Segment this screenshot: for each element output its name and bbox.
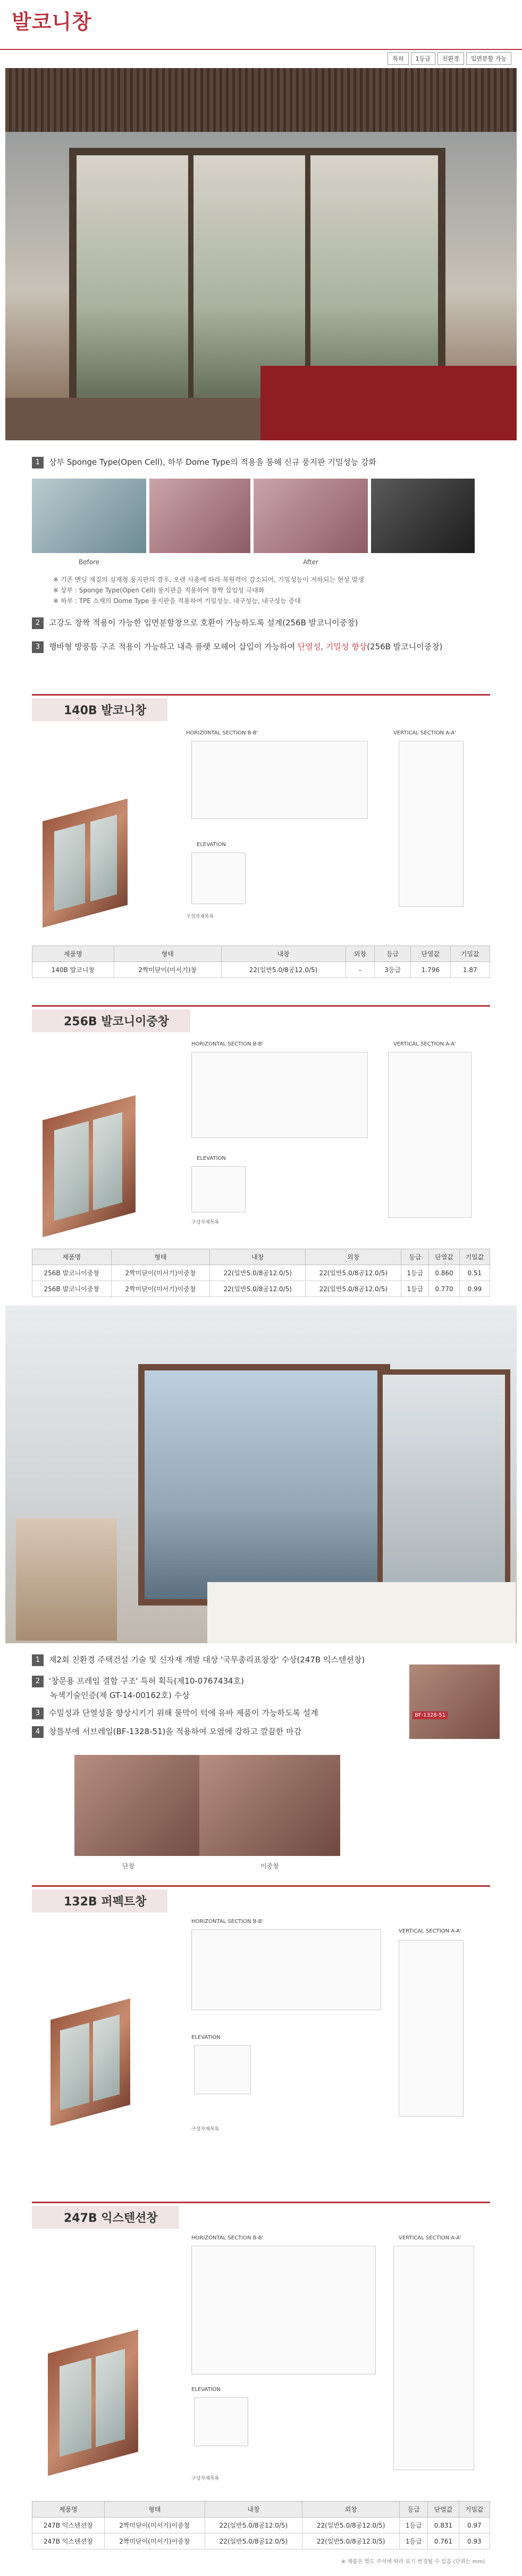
tag-grade1: 1등급: [411, 52, 435, 65]
thumb-profile: [149, 479, 250, 553]
frame-sample-double: [199, 1755, 340, 1856]
product-label: 256B 발코니이중창: [32, 1009, 190, 1032]
feature-2: 2 고강도 창짝 적용이 가능한 입면분할창으로 호환이 가능하도록 설계(256B 발코니이중창): [32, 617, 494, 629]
product-label: 140B 발코니창: [32, 698, 167, 721]
vertical-section-drawing: [393, 2246, 474, 2470]
legend: 구성자재목록: [191, 2476, 220, 2481]
product-256b-panel: 256B 발코니이중창 HORIZONTAL SECTION B-B' ELEVATION VERTICAL SECTION A-A' 구성자재목록 제품명 형태 내창 외창 등급 단열값 기밀값 256B 발코니이중창 2짝미닫이(미서기)이중창 22(일반5.0/8공12.0/5) 22(일반5.0/8공12.0/5) 1등급 0.860 0.51 256B 발코니이중창 2짝미닫이(미서기)이중창 22(일반5.0/8공12.0/5) 22(일반5.0/8공12.0/5) 1등급 0.770 0.99: [32, 1005, 490, 1304]
elevation-drawing: [191, 1166, 246, 1212]
award-feature-3: 3 수밀성과 단열성을 향상시키기 위해 물막이 턱에 유바 제품이 가능하도록 설계: [32, 1707, 494, 1719]
side-window: [377, 1369, 510, 1598]
feature-number: 1: [32, 457, 44, 469]
legend: 구성자재목록: [191, 2127, 220, 2132]
thumb-before: Before: [32, 479, 146, 553]
feature-1-notes: ※ 기존 멘딩 재질의 실재형 풍지판의 경우, 오랜 사용에 따라 복원력이 감소되어, 기밀성능이 저하되는 현상 발생 ※ 상부 : Sponge Type(Open Cell) 풍지판을 적용하여 창짝 삽입성 극대화 ※ 하부 : TPE 소재의 Dome Type 풍지판을 적용하여 기밀성능, 내구성능, 내구성능 증대: [53, 576, 364, 605]
elevation-drawing: [194, 2045, 251, 2094]
vertical-section-drawing: [399, 1940, 464, 2117]
table-row: 247B 익스텐션창 2짝미닫이(미서기)이중창 22(일반5.0/8공12.0/5) 22(일반5.0/8공12.0/5) 1등급 0.831 0.97: [32, 2518, 490, 2533]
tag-patent: 특허: [388, 52, 408, 65]
award-feature-4: 4 창틀부에 서브레일(BF-1328-51)을 적용하여 오염에 강하고 깔끔한 마감: [32, 1726, 494, 1738]
tag-split: 입면분할 가능: [466, 52, 511, 65]
product-132b-panel: 132B 퍼펙트창 HORIZONTAL SECTION B-B' ELEVATION VERTICAL SECTION A-A' 구성자재목록: [32, 1885, 490, 2190]
elevation-drawing: [194, 2397, 248, 2446]
thumb-seal-profile: [371, 479, 475, 553]
feature-3: 3 행바형 방풍틈 구조 적용이 가능하고 내측 플랫 모헤어 삽입이 가능하여 단열성, 기밀성 향상(256B 발코니이중창): [32, 641, 494, 653]
table-row: 256B 발코니이중창 2짝미닫이(미서기)이중창 22(일반5.0/8공12.0/5) 22(일반5.0/8공12.0/5) 1등급 0.860 0.51: [32, 1265, 490, 1281]
product-140b-panel: 140B 발코니창 HORIZONTAL SECTION B-B' ELEVATION VERTICAL SECTION A-A' 구성자재목록 제품명 형태 내창 외창 등급 단열값 기밀값 140B 발코니창 2짝미닫이(미서기)창 22(일반5.0/8공12.0/5) - 3등급 1.796 1.87: [32, 694, 490, 993]
feature-1: [32, 456, 494, 469]
subrail-image: BF-1328-51: [409, 1665, 500, 1739]
red-bed: [260, 366, 517, 440]
seal-thumbnails: [32, 479, 475, 566]
table-row: 247B 익스텐션창 2짝미닫이(미서기)이중창 22(일반5.0/8공12.0/5) 22(일반5.0/8공12.0/5) 1등급 0.761 0.93: [32, 2533, 490, 2549]
horizontal-section-drawing: [191, 2246, 376, 2374]
table-row: 140B 발코니창 2짝미닫이(미서기)창 22(일반5.0/8공12.0/5) - 3등급 1.796 1.87: [32, 962, 490, 978]
product-image: [50, 1998, 130, 2126]
vertical-section-drawing: [388, 1052, 472, 1218]
table-row: 256B 발코니이중창 2짝미닫이(미서기)이중창 22(일반5.0/8공12.0/5) 22(일반5.0/8공12.0/5) 1등급 0.770 0.99: [32, 1281, 490, 1297]
legend: 구성자재목록: [186, 914, 214, 919]
horizontal-section-drawing: [191, 1052, 368, 1138]
footnote: ※ 제품은 별도 주석에 따라 표기 변경될 수 있음 (단위는 mm): [341, 2559, 485, 2565]
product-247b-panel: 247B 익스텐션창 HORIZONTAL SECTION B-B' ELEVATION VERTICAL SECTION A-A' 구성자재목록 제품명 형태 내창 외창 등급 단열값 기밀값 247B 익스텐션창 2짝미닫이(미서기)이중창 22(일반5.0/8공12.0/5) 22(일반5.0/8공12.0/5) 1등급 0.831 0.97 247B 익스텐션창 2짝미닫이(미서기)이중창 22(일반5.0/8공12.0/5) 22(일반5.0/8공12.0/5) 1등급 0.761 0.93 ※ 제품은 별도 주석에 따라 표기 변경될 수 있음 (단위는 mm): [32, 2202, 490, 2570]
product-image: [43, 1095, 136, 1237]
feature-tags: [388, 52, 511, 65]
page-title: 발코니창: [12, 10, 92, 34]
product-label: 247B 익스텐션창: [32, 2206, 179, 2229]
award-feature-1: 1 제2회 친환경 주택건설 기술 및 신자재 개발 대상 '국무총리표창장' 수상(247B 익스텐션창): [32, 1654, 494, 1666]
hero-room-photo: [5, 68, 517, 440]
tag-eco: 친환경: [437, 52, 464, 65]
product-image: [43, 799, 128, 928]
spec-table: 제품명 형태 내창 외창 등급 단열값 기밀값 256B 발코니이중창 2짝미닫이(미서기)이중창 22(일반5.0/8공12.0/5) 22(일반5.0/8공12.0/5) 1등급 0.860 0.51 256B 발코니이중창 2짝미닫이(미서기)이중창 22(일반5.0/8공12.0/5) 22(일반5.0/8공12.0/5) 1등급 0.770 0.99: [32, 1249, 490, 1297]
spec-table: 제품명 형태 내창 외창 등급 단열값 기밀값 247B 익스텐션창 2짝미닫이(미서기)이중창 22(일반5.0/8공12.0/5) 22(일반5.0/8공12.0/5) 1등급 0.831 0.97 247B 익스텐션창 2짝미닫이(미서기)이중창 22(일반5.0/8공12.0/5) 22(일반5.0/8공12.0/5) 1등급 0.761 0.93: [32, 2501, 490, 2549]
award-feature-2: 2 '창문용 프레임 결합 구조' 특허 획득(제10-0767434호) 녹색기술인증(제 GT-14-00162호) 수상: [32, 1675, 494, 1701]
bed: [207, 1582, 516, 1643]
legend: 구성자재목록: [191, 1220, 220, 1225]
product-label: 132B 퍼펙트창: [32, 1889, 167, 1912]
feature-text: 상부 Sponge Type(Open Cell), 하부 Dome Type의 적용을 통해 신규 풍지판 기밀성능 강화: [49, 457, 377, 467]
horizontal-section-drawing: [191, 741, 368, 819]
wood-ceiling: [5, 68, 517, 132]
vertical-section-drawing: [399, 741, 464, 907]
interior-room-photo: [5, 1306, 517, 1643]
horizontal-section-drawing: [191, 1929, 381, 2010]
elevation-drawing: [191, 852, 246, 904]
city-view-window: [138, 1364, 390, 1605]
spec-table: 제품명 형태 내창 외창 등급 단열값 기밀값 140B 발코니창 2짝미닫이(미서기)창 22(일반5.0/8공12.0/5) - 3등급 1.796 1.87: [32, 946, 490, 978]
frame-sample-single: [74, 1755, 215, 1856]
thumb-after: After: [254, 479, 368, 553]
chair: [16, 1518, 117, 1641]
title-divider: [0, 49, 522, 50]
product-image: [48, 2329, 138, 2476]
